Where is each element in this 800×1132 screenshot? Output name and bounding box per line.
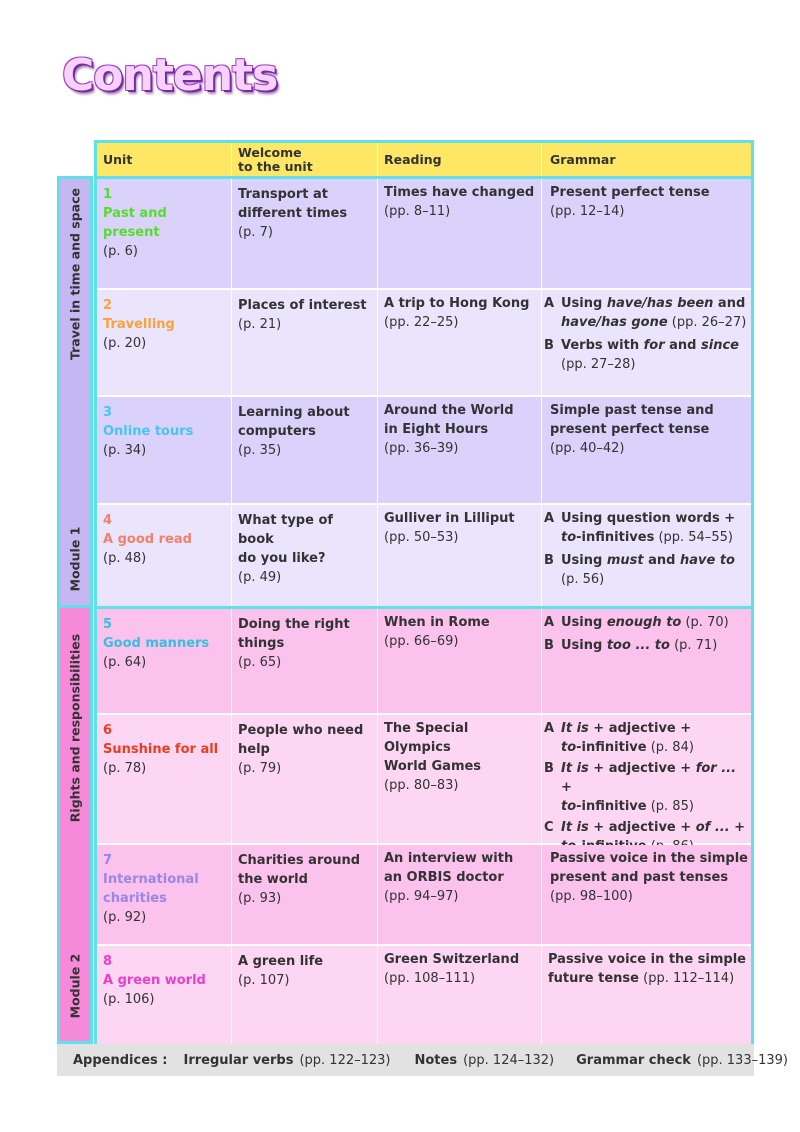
table-row: [97, 845, 751, 946]
welcome-title-line2: help: [238, 742, 270, 757]
grammar-page: (p. 70): [681, 615, 729, 630]
unit-cell: [97, 179, 231, 261]
reading-cell: [378, 845, 541, 906]
contents-table: [94, 140, 754, 1044]
grammar-text: +: [561, 780, 572, 795]
grammar-text: Using: [561, 615, 607, 630]
unit-cell: [97, 845, 231, 927]
grammar-text-italic: have/has been: [606, 296, 714, 311]
unit-name-line1: Sunshine for all: [103, 742, 219, 757]
table-row: [97, 715, 751, 845]
unit-number: 2: [103, 298, 113, 313]
reading-title: A trip to Hong Kong: [384, 296, 530, 311]
grammar-title-line2: future tense: [548, 971, 639, 986]
module-1-theme-text: Travel in time and space: [67, 187, 83, 361]
unit-number: 8: [103, 954, 113, 969]
welcome-title-line1: Places of interest: [238, 298, 367, 313]
appendix-irregular-verbs-page: (pp. 122–123): [299, 1052, 391, 1068]
grammar-cell: [542, 397, 752, 458]
grammar-page: (pp. 40–42): [550, 441, 625, 456]
grammar-text-italic: have/has gone: [561, 315, 668, 330]
module-2-theme: [68, 634, 83, 822]
unit-name-line1: Good manners: [103, 636, 210, 651]
welcome-cell: [232, 290, 377, 334]
grammar-item-letter: A: [544, 296, 555, 311]
reading-cell: [378, 609, 541, 651]
reading-page: (pp. 66–69): [384, 634, 459, 649]
table-row: [97, 290, 751, 397]
grammar-title-line2: present perfect tense: [550, 422, 710, 437]
grammar-text: Using question words +: [561, 511, 736, 526]
unit-name-line2: charities: [103, 891, 167, 906]
grammar-text-italic: of ...: [695, 820, 730, 835]
unit-number: 7: [103, 853, 113, 868]
grammar-page: (pp. 98–100): [550, 889, 633, 904]
grammar-cell: [542, 505, 754, 593]
unit-page: (p. 48): [103, 551, 147, 566]
grammar-page: (p. 71): [669, 638, 718, 653]
grammar-cell: [542, 946, 754, 988]
grammar-item-a: [544, 294, 748, 332]
grammar-title-line1: Passive voice in the simple: [550, 851, 748, 866]
grammar-item-b: [544, 636, 748, 655]
grammar-text-italic: It is: [561, 721, 589, 736]
table-row: [97, 609, 751, 715]
reading-page: (pp. 94–97): [384, 889, 459, 904]
grammar-text-italic: for: [643, 338, 665, 353]
unit-page: (p. 78): [103, 761, 147, 776]
grammar-cell: [542, 290, 754, 378]
header-reading: Reading: [384, 151, 442, 167]
grammar-text-italic: too ... to: [606, 638, 670, 653]
grammar-item-a: [544, 613, 748, 632]
reading-page: (pp. 50–53): [384, 530, 459, 545]
grammar-text-italic: enough to: [606, 615, 682, 630]
grammar-page: (pp. 112–114): [638, 971, 735, 986]
module-2-label: [68, 954, 83, 1019]
unit-name-line1: Travelling: [103, 317, 175, 332]
reading-cell: [378, 505, 541, 547]
reading-page: (pp. 8–11): [384, 204, 451, 219]
module-1-name: Module 1: [67, 526, 83, 592]
grammar-item-b: [544, 336, 748, 374]
grammar-item-letter: B: [544, 638, 554, 653]
appendix-grammar-check: Grammar check: [576, 1052, 691, 1068]
welcome-title-line1: People who need: [238, 723, 364, 738]
appendix-irregular-verbs: Irregular verbs: [183, 1052, 294, 1068]
grammar-item-letter: A: [544, 511, 555, 526]
header-grammar: Grammar: [550, 151, 616, 167]
grammar-text: + adjective +: [588, 721, 692, 736]
reading-cell: [378, 715, 541, 795]
welcome-title-line1: A green life: [238, 954, 324, 969]
table-row: [97, 946, 751, 1044]
grammar-text: Using: [561, 638, 607, 653]
reading-title-line1: An interview with: [384, 851, 514, 866]
grammar-text: -infinitives: [576, 530, 655, 545]
reading-cell: [378, 397, 541, 458]
grammar-page: (p. 84): [646, 740, 694, 755]
page-title: Contents: [62, 50, 278, 101]
grammar-item-letter: A: [544, 615, 555, 630]
grammar-page: (p. 85): [646, 799, 694, 814]
reading-title-line2: World Games: [384, 759, 482, 774]
reading-cell: [378, 290, 541, 332]
unit-name-line1: Past and: [103, 206, 167, 221]
appendix-notes: Notes: [414, 1052, 458, 1068]
grammar-text-italic: must: [606, 553, 644, 568]
grammar-item-b: [544, 759, 748, 816]
grammar-cell: [542, 609, 754, 659]
grammar-title: Present perfect tense: [550, 185, 710, 200]
grammar-page: (pp. 26–27): [667, 315, 747, 330]
grammar-title-line2: present and past tenses: [550, 870, 729, 885]
grammar-item-a: [544, 509, 748, 547]
grammar-text: Using: [561, 296, 607, 311]
welcome-page: (p. 35): [238, 443, 282, 458]
welcome-title-line2: computers: [238, 424, 316, 439]
table-row: [97, 179, 751, 290]
welcome-cell: [232, 845, 377, 908]
grammar-title-line1: Simple past tense and: [550, 403, 714, 418]
grammar-item-letter: B: [544, 338, 554, 353]
welcome-title-line1: Learning about: [238, 405, 350, 420]
grammar-text: Verbs with: [561, 338, 644, 353]
grammar-item-letter: A: [544, 721, 555, 736]
grammar-item-letter: C: [544, 820, 554, 835]
welcome-title-line2: different times: [238, 206, 348, 221]
grammar-text-italic: It is: [561, 761, 589, 776]
unit-number: 4: [103, 513, 113, 528]
grammar-text-italic: since: [701, 338, 739, 353]
grammar-text: -infinitive: [576, 799, 647, 814]
table-header: [97, 143, 751, 179]
unit-page: (p. 64): [103, 655, 147, 670]
welcome-cell: [232, 715, 377, 778]
welcome-cell: [232, 179, 377, 242]
grammar-text-italic: to: [561, 530, 577, 545]
unit-cell: [97, 505, 231, 568]
reading-cell: [378, 179, 541, 221]
welcome-page: (p. 65): [238, 655, 282, 670]
unit-page: (p. 34): [103, 443, 147, 458]
welcome-title-line2: do you like?: [238, 551, 326, 566]
grammar-text: + adjective +: [588, 820, 696, 835]
welcome-page: (p. 21): [238, 317, 282, 332]
unit-name-line1: A green world: [103, 973, 206, 988]
welcome-title-line1: Charities around: [238, 853, 361, 868]
grammar-text: Using: [561, 553, 607, 568]
grammar-text: +: [729, 820, 746, 835]
grammar-cell: [542, 179, 752, 221]
unit-cell: [97, 715, 231, 778]
appendix-grammar-check-page: (pp. 133–139): [696, 1052, 788, 1068]
reading-page: (pp. 22–25): [384, 315, 459, 330]
module-1-bar: [57, 176, 93, 608]
reading-title: Green Switzerland: [384, 952, 520, 967]
reading-title: Times have changed: [384, 185, 535, 200]
table-row: [97, 397, 751, 505]
welcome-page: (p. 107): [238, 973, 290, 988]
grammar-title-line1: Passive voice in the simple: [548, 952, 746, 967]
welcome-page: (p. 7): [238, 225, 273, 240]
unit-name-line1: A good read: [103, 532, 192, 547]
header-welcome-line1: Welcome: [238, 144, 302, 160]
reading-title: When in Rome: [384, 615, 490, 630]
module-2-bar: [57, 605, 93, 1044]
grammar-cell: [542, 845, 754, 906]
welcome-cell: [232, 946, 377, 990]
grammar-item-a: [544, 719, 748, 757]
grammar-item-letter: B: [544, 553, 554, 568]
module-2-theme-text: Rights and responsibilities: [67, 633, 83, 823]
welcome-cell: [232, 505, 377, 587]
reading-page: (pp. 36–39): [384, 441, 459, 456]
unit-page: (p. 6): [103, 244, 138, 259]
appendices-label: Appendices :: [73, 1052, 168, 1068]
unit-number: 6: [103, 723, 113, 738]
grammar-page: (p. 56): [561, 572, 605, 587]
grammar-text-italic: for ...: [695, 761, 737, 776]
reading-title-line2: in Eight Hours: [384, 422, 489, 437]
grammar-item-b: [544, 551, 748, 589]
grammar-text: + adjective +: [588, 761, 696, 776]
welcome-cell: [232, 609, 377, 672]
header-welcome: [232, 143, 377, 176]
unit-cell: [97, 397, 231, 460]
unit-cell: [97, 609, 231, 672]
grammar-page: (pp. 27–28): [561, 357, 636, 372]
unit-name-line1: International: [103, 872, 199, 887]
reading-page: (pp. 108–111): [384, 971, 476, 986]
reading-page: (pp. 80–83): [384, 778, 459, 793]
grammar-text: -infinitive: [576, 740, 647, 755]
reading-cell: [378, 946, 541, 988]
grammar-text: and: [643, 553, 680, 568]
grammar-text-italic: to: [561, 799, 577, 814]
unit-cell: [97, 946, 231, 1009]
reading-title-line1: Around the World: [384, 403, 514, 418]
unit-cell: [97, 290, 231, 353]
appendices-bar: [57, 1044, 788, 1076]
unit-page: (p. 92): [103, 910, 147, 925]
reading-title-line2: an ORBIS doctor: [384, 870, 504, 885]
grammar-item-letter: B: [544, 761, 554, 776]
unit-name-line1: Online tours: [103, 424, 194, 439]
unit-page: (p. 20): [103, 336, 147, 351]
reading-title-line1: The Special Olympics: [384, 721, 469, 755]
welcome-title-line2: things: [238, 636, 285, 651]
grammar-text-italic: It is: [561, 820, 589, 835]
grammar-page: (pp. 54–55): [654, 530, 733, 545]
welcome-page: (p. 79): [238, 761, 282, 776]
welcome-title-line1: Doing the right: [238, 617, 350, 632]
header-welcome-line2: to the unit: [238, 158, 313, 174]
reading-title: Gulliver in Lilliput: [384, 511, 515, 526]
module-1-theme: [68, 188, 83, 360]
welcome-cell: [232, 397, 377, 460]
grammar-page: (pp. 12–14): [550, 204, 625, 219]
module-1-label: [68, 527, 83, 592]
welcome-page: (p. 93): [238, 891, 282, 906]
welcome-title-line1: Transport at: [238, 187, 328, 202]
unit-name-line2: present: [103, 225, 160, 240]
header-unit: Unit: [103, 151, 133, 167]
table-row: [97, 505, 751, 609]
appendix-notes-page: (pp. 124–132): [463, 1052, 555, 1068]
unit-number: 1: [103, 187, 113, 202]
grammar-text-italic: to: [561, 740, 577, 755]
unit-number: 3: [103, 405, 113, 420]
grammar-text-italic: have to: [680, 553, 735, 568]
unit-page: (p. 106): [103, 992, 155, 1007]
welcome-title-line1: What type of book: [238, 513, 334, 547]
welcome-title-line2: the world: [238, 872, 308, 887]
unit-number: 5: [103, 617, 113, 632]
module-2-name: Module 2: [67, 953, 83, 1019]
grammar-text: and: [713, 296, 746, 311]
grammar-text: and: [664, 338, 701, 353]
welcome-page: (p. 49): [238, 570, 282, 585]
grammar-cell: [542, 715, 754, 856]
